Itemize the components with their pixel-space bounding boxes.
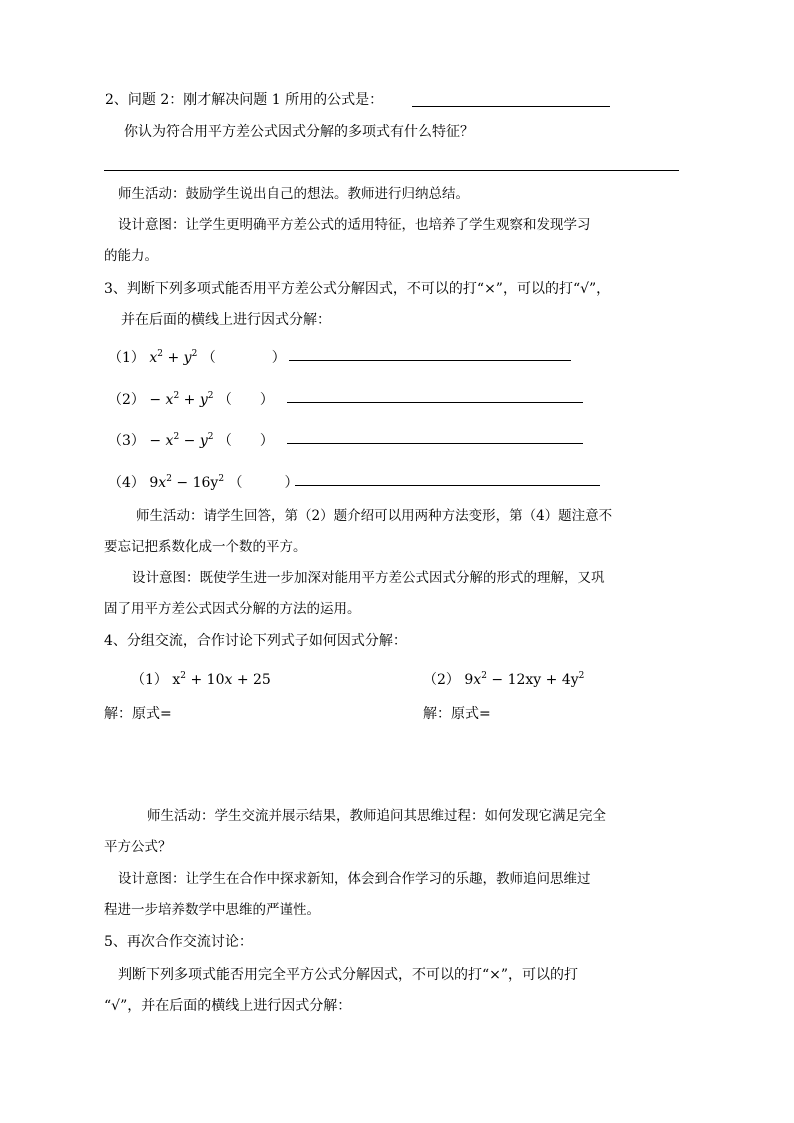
q4-solution-2: 解：原式= bbox=[423, 706, 491, 722]
q3-item-4-expression: $9x^2 - 16y^2$ bbox=[149, 474, 225, 491]
q4-item-2 bbox=[423, 666, 584, 690]
q3-item-3-number: （3） bbox=[108, 433, 145, 449]
q3-item-2-expression: − $x^2 + y^2$ bbox=[149, 391, 214, 408]
q3-item-1-number: （1） bbox=[108, 350, 145, 366]
q3-item-2 bbox=[108, 386, 274, 410]
question-2-title: 2、问题 2：刚才解决问题 1 所用的公式是： bbox=[105, 92, 384, 108]
design-intent-2-line1: 设计意图：既使学生进一步加深对能用平方差公式因式分解的形式的理解，又巩 bbox=[132, 570, 605, 586]
design-intent-3-line2: 程进一步培养数学中思维的严谨性。 bbox=[104, 902, 320, 918]
answer-blank-q3-4[interactable] bbox=[295, 485, 600, 486]
answer-blank-q2-long[interactable] bbox=[104, 170, 679, 171]
answer-blank-q3-2[interactable] bbox=[287, 402, 583, 403]
question-3-title-line2: 并在后面的横线上进行因式分解： bbox=[121, 312, 331, 328]
q3-item-1-checkbox[interactable]: （ ） bbox=[201, 350, 286, 366]
design-intent-1-line1: 设计意图：让学生更明确平方差公式的适用特征，也培养了学生观察和发现学习 bbox=[118, 217, 591, 233]
teacher-student-activity-2-line1: 师生活动：请学生回答，第（2）题介绍可以用两种方法变形，第（4）题注意不 bbox=[136, 508, 613, 524]
design-intent-1-line2: 的能力。 bbox=[104, 248, 158, 264]
q4-item-2-number: （2） bbox=[423, 672, 460, 688]
question-3-title: 3、判断下列多项式能否用平方差公式分解因式，不可以的打“×”，可以的打“√”， bbox=[104, 281, 611, 297]
question-5-line2: “√”，并在后面的横线上进行因式分解： bbox=[104, 998, 352, 1014]
q3-item-3 bbox=[108, 427, 274, 451]
q3-item-1-expression: $x^2 + y^2$ bbox=[149, 349, 198, 366]
q3-item-3-checkbox[interactable]: （ ） bbox=[217, 433, 274, 449]
answer-blank-q2[interactable] bbox=[412, 106, 610, 107]
question-5-title: 5、再次合作交流讨论： bbox=[104, 934, 253, 950]
q3-item-1 bbox=[108, 344, 286, 368]
question-4-title: 4、分组交流，合作讨论下列式子如何因式分解： bbox=[104, 633, 407, 649]
answer-blank-q3-3[interactable] bbox=[287, 443, 583, 444]
design-intent-3-line1: 设计意图：让学生在合作中探求新知，体会到合作学习的乐趣，教师追问思维过 bbox=[118, 871, 591, 887]
q4-item-2-expression: $9x^2 - 12xy + 4y^2$ bbox=[464, 671, 585, 688]
q3-item-2-checkbox[interactable]: （ ） bbox=[217, 392, 274, 408]
q3-item-4-checkbox[interactable]: （ ） bbox=[228, 475, 299, 491]
teacher-student-activity-2-line2: 要忘记把系数化成一个数的平方。 bbox=[104, 539, 307, 555]
design-intent-2-line2: 固了用平方差公式因式分解的方法的运用。 bbox=[104, 601, 361, 617]
q3-item-4 bbox=[108, 469, 299, 493]
q4-solution-1: 解：原式= bbox=[104, 706, 172, 722]
q4-item-1-expression: $x^2 + 10x + 25$ bbox=[172, 671, 271, 688]
question-5-line1: 判断下列多项式能否用完全平方公式分解因式，不可以的打“×”，可以的打 bbox=[118, 967, 579, 983]
answer-blank-q3-1[interactable] bbox=[289, 360, 571, 361]
teacher-student-activity-1: 师生活动：鼓励学生说出自己的想法。教师进行归纳总结。 bbox=[118, 186, 469, 202]
teacher-student-activity-3-line1: 师生活动：学生交流并展示结果，教师追问其思维过程：如何发现它满足完全 bbox=[147, 808, 606, 824]
question-2-text: 你认为符合用平方差公式因式分解的多项式有什么特征？ bbox=[124, 124, 474, 140]
q4-item-1-number: （1） bbox=[131, 672, 168, 688]
q3-item-3-expression: − $x^2 - y^2$ bbox=[149, 432, 214, 449]
q4-item-1 bbox=[131, 666, 271, 690]
q3-item-4-number: （4） bbox=[108, 475, 145, 491]
teacher-student-activity-3-line2: 平方公式？ bbox=[104, 839, 172, 855]
q3-item-2-number: （2） bbox=[108, 392, 145, 408]
